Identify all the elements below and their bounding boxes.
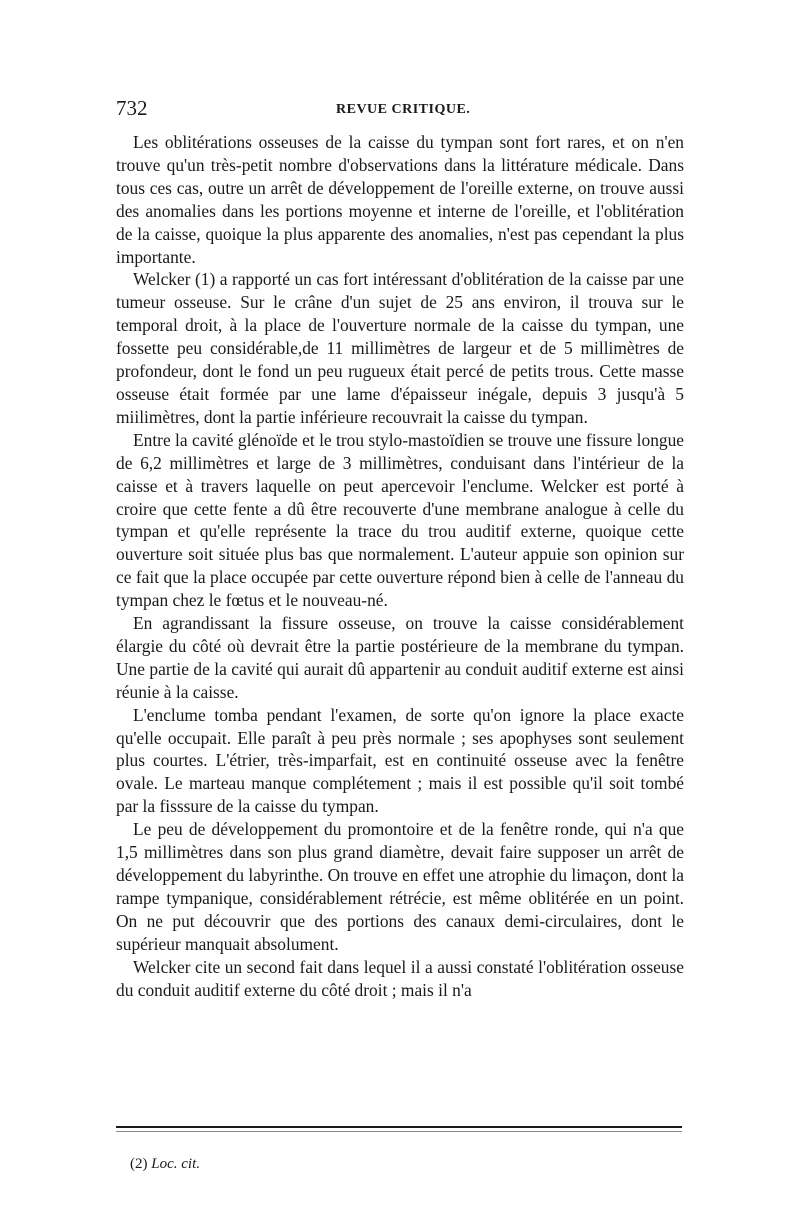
paragraph: Le peu de développement du promontoire et de la fenêtre ronde, qui n'a que 1,5 millimètres dans son plus grand diamètre, devait faire supposer un arrêt de développement du labyrinthe. On trouve en effet une atrophie du limaçon, dont la rampe tympanique, considérablement rétrécie, est même oblitérée en un point. On ne put découvrir que des portions des canaux demi-circulaires, dont le supérieur manquait absolument. xyxy=(116,819,684,954)
running-head: REVUE CRITIQUE. xyxy=(336,102,471,117)
paragraph: Welcker cite un second fait dans lequel il a aussi constaté l'oblitération osseuse du conduit auditif externe du côté droit ; mais il n'a xyxy=(116,956,684,1000)
paragraph: Welcker (1) a rapporté un cas fort intéressant d'oblitération de la caisse par une tumeur osseuse. Sur le crâne d'un sujet de 25 ans environ, il trouva sur le temporal droit, à la place de l'ouverture normale de la caisse du tympan, une fossette peu considérable,de 11 millimètres de largeur et de 5 millimètres de profondeur, dont le fond un peu rugueux était percé de petits trous. Cette masse osseuse était formée par une lame d'épaisseur inégale, depuis 3 jusqu'à 5 miilimètres, dont la partie inférieure recouvrait la caisse du tympan. xyxy=(116,269,684,427)
footnote xyxy=(130,1156,200,1173)
paragraph: L'enclume tomba pendant l'examen, de sorte qu'on ignore la place exacte qu'elle occupait. Elle paraît à peu près normale ; ses apophyses sont seulement plus courtes. L'étrier, très-imparfait, est en continuité osseuse avec la fenêtre ovale. Le marteau manque complétement ; mais il est possible qu'il soit tombé par la fisssure de la caisse du tympan. xyxy=(116,704,684,817)
article-body xyxy=(116,131,684,1001)
footnote-rule-thin xyxy=(116,1131,682,1132)
footnote-marker: (2) xyxy=(130,1156,148,1172)
paragraph: Les oblitérations osseuses de la caisse du tympan sont fort rares, et on n'en trouve qu'un très-petit nombre d'observations dans la littérature médicale. Dans tous ces cas, outre un arrêt de développement de l'oreille externe, on trouve aussi des anomalies dans les portions moyenne et interne de l'oreille, et l'oblitération de la caisse, quoique la plus apparente des anomalies, n'est pas cependant la plus importante. xyxy=(116,132,684,267)
paragraph: Entre la cavité glénoïde et le trou stylo-mastoïdien se trouve une fissure longue de 6,2 millimètres et large de 3 millimètres, conduisant dans l'intérieur de la caisse et à travers laquelle on peut apercevoir l'enclume. Welcker est porté à croire que cette fente a dû être recouverte d'une membrane analogue à celle du tympan et qu'elle représente la trace du trou auditif externe, quoique cette ouverture soit située plus bas que normalement. L'auteur appuie son opinion sur ce fait que la place occupée par cette ouverture répond bien à celle de l'anneau du tympan chez le fœtus et le nouveau-né. xyxy=(116,429,684,611)
page-header xyxy=(116,96,686,126)
footnote-citation: Loc. cit. xyxy=(151,1156,200,1172)
paragraph: En agrandissant la fissure osseuse, on trouve la caisse considérablement élargie du côté où devrait être la partie postérieure de la membrane du tympan. Une partie de la cavité qui aurait dû appartenir au conduit auditif externe est ainsi réunie à la caisse. xyxy=(116,613,684,702)
footnote-rule xyxy=(116,1126,682,1128)
page-number: 732 xyxy=(116,96,148,120)
